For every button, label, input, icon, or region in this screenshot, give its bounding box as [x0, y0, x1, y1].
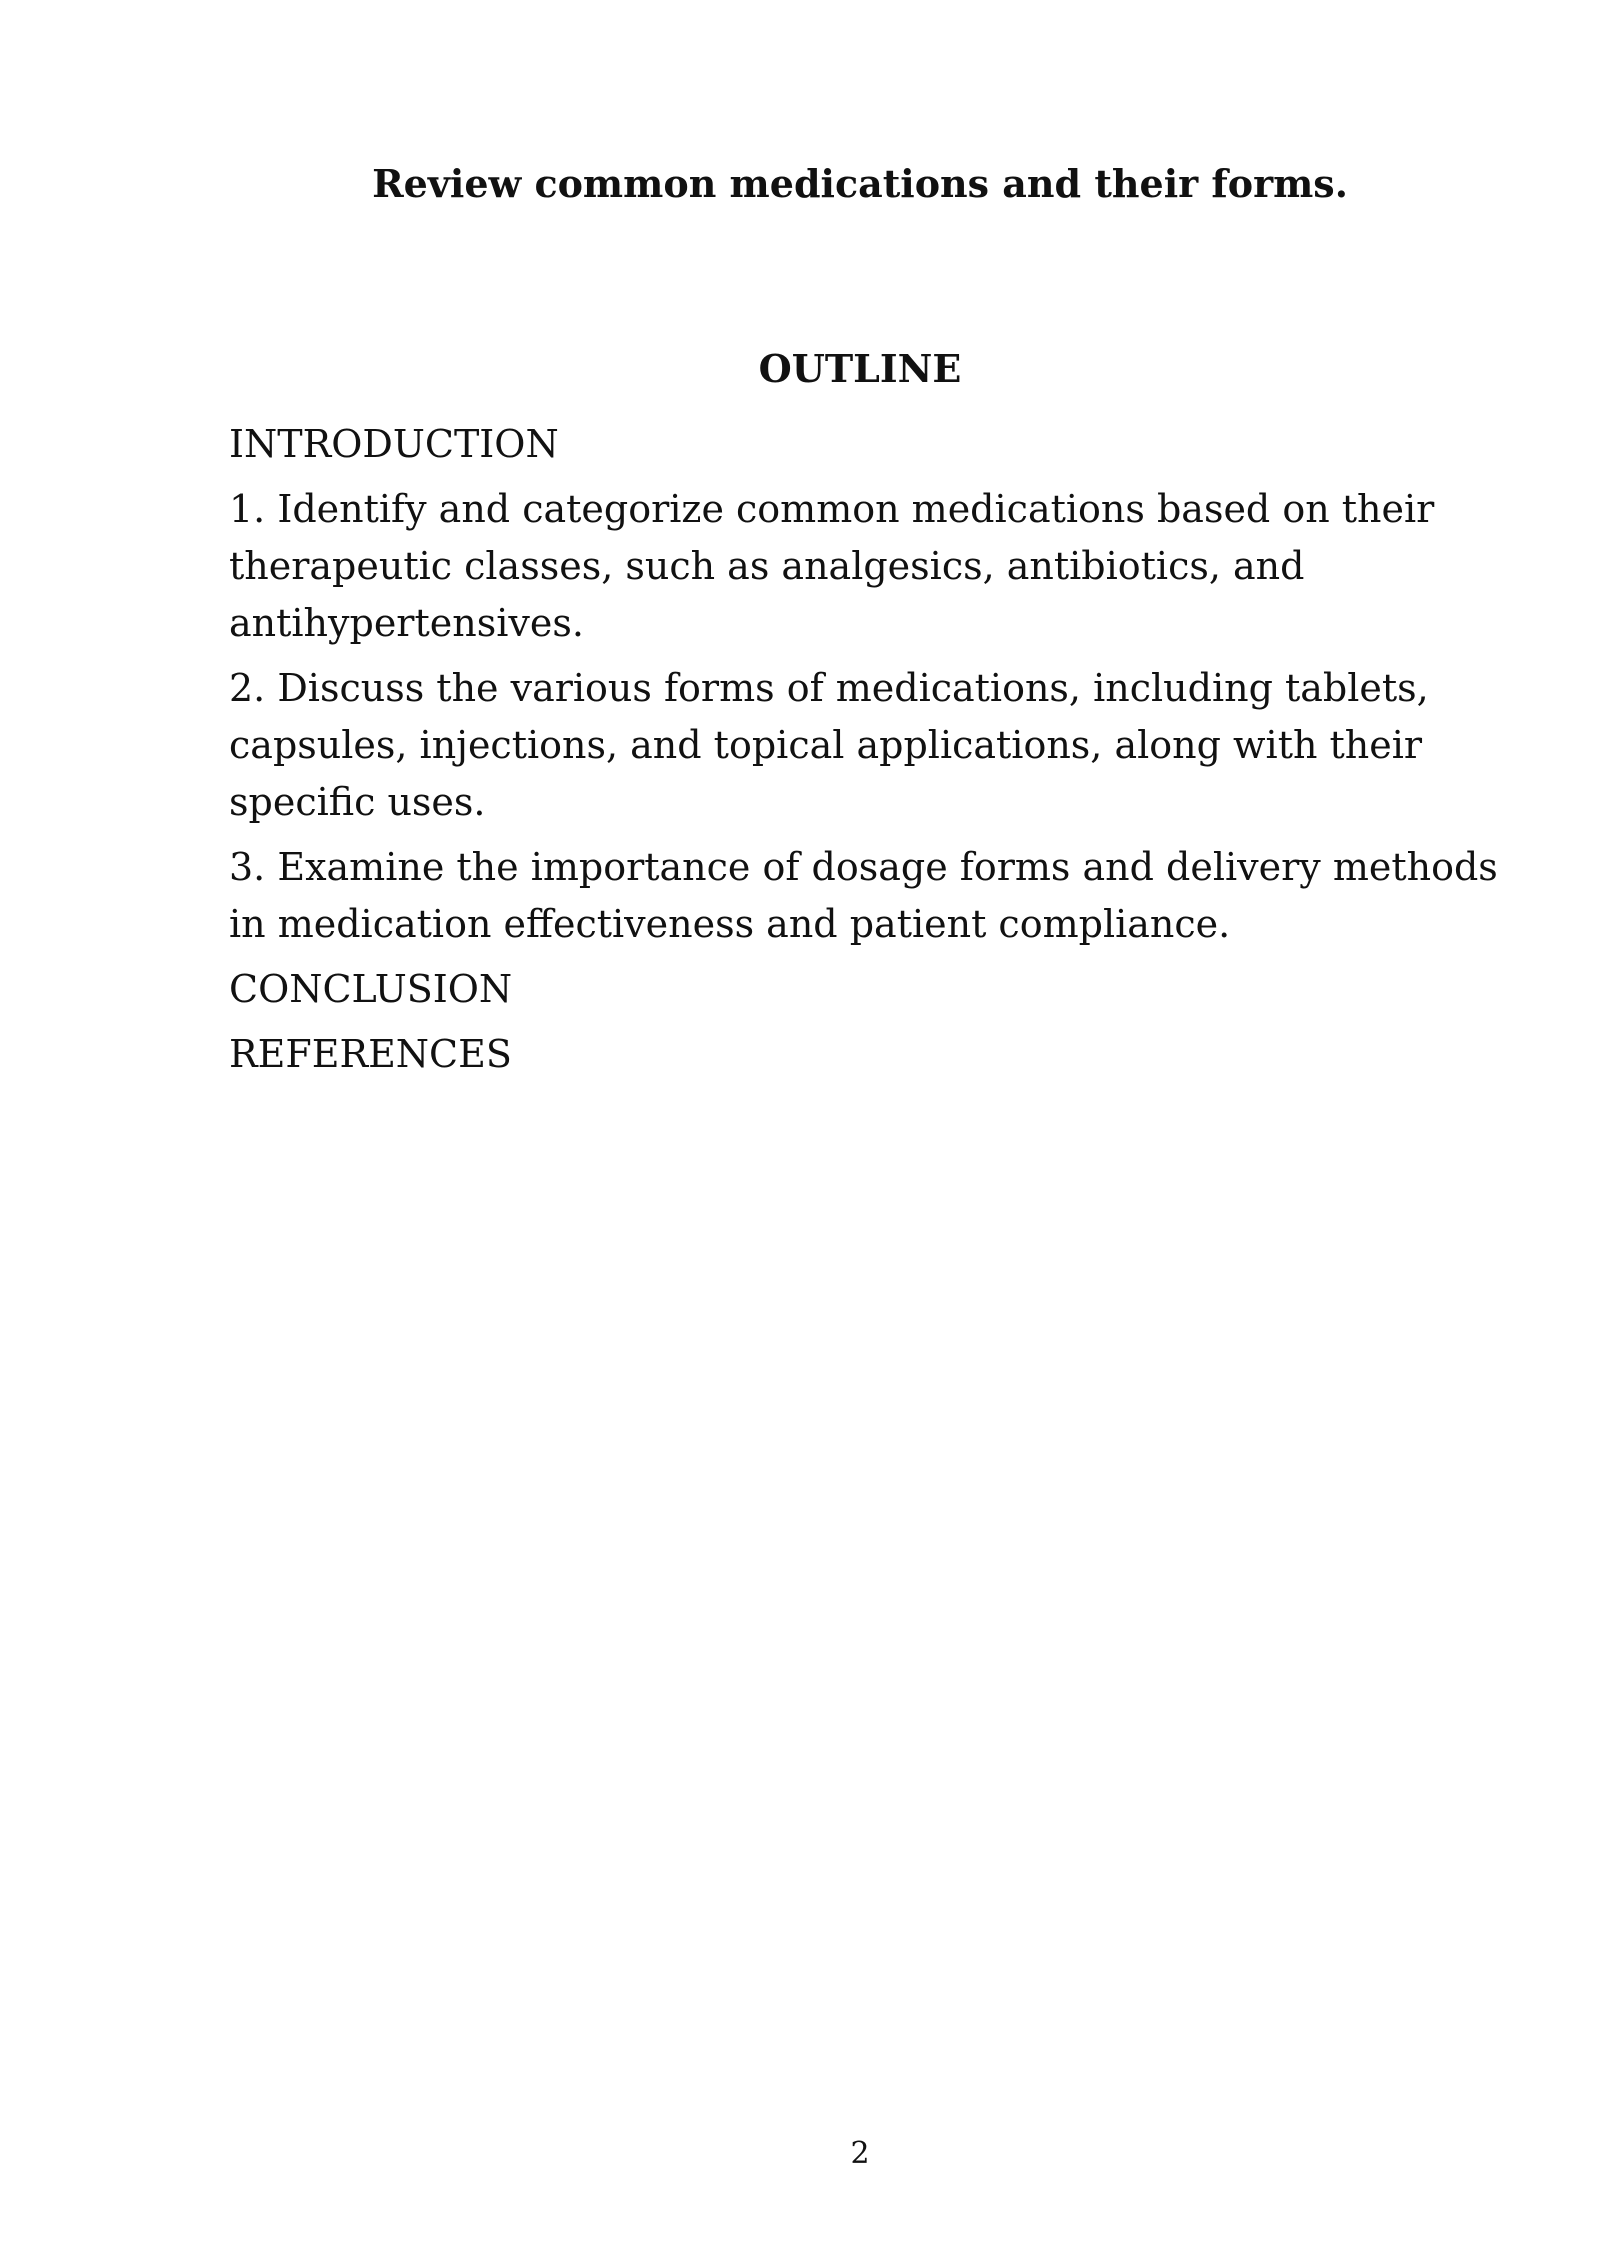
outline-item-3: 3. Examine the importance of dosage forms and delivery methods in medication effectiveness and patient compliance.	[229, 845, 1498, 946]
document-title: Review common medications and their forms.	[372, 161, 1348, 206]
outline-item-2: 2. Discuss the various forms of medications, including tablets, capsules, injections, and topical applications, along with their specific uses.	[229, 666, 1429, 824]
outline-list	[229, 416, 1529, 1091]
page-number: 2	[850, 2136, 870, 2171]
outline-item-1: 1. Identify and categorize common medications based on their therapeutic classes, such as analgesics, antibiotics, and antihypertensives.	[229, 487, 1435, 645]
outline-item-introduction: INTRODUCTION	[229, 422, 559, 466]
outline-heading: OUTLINE	[758, 346, 962, 391]
outline-item-references: REFERENCES	[229, 1032, 512, 1076]
outline-item-conclusion: CONCLUSION	[229, 967, 513, 1011]
